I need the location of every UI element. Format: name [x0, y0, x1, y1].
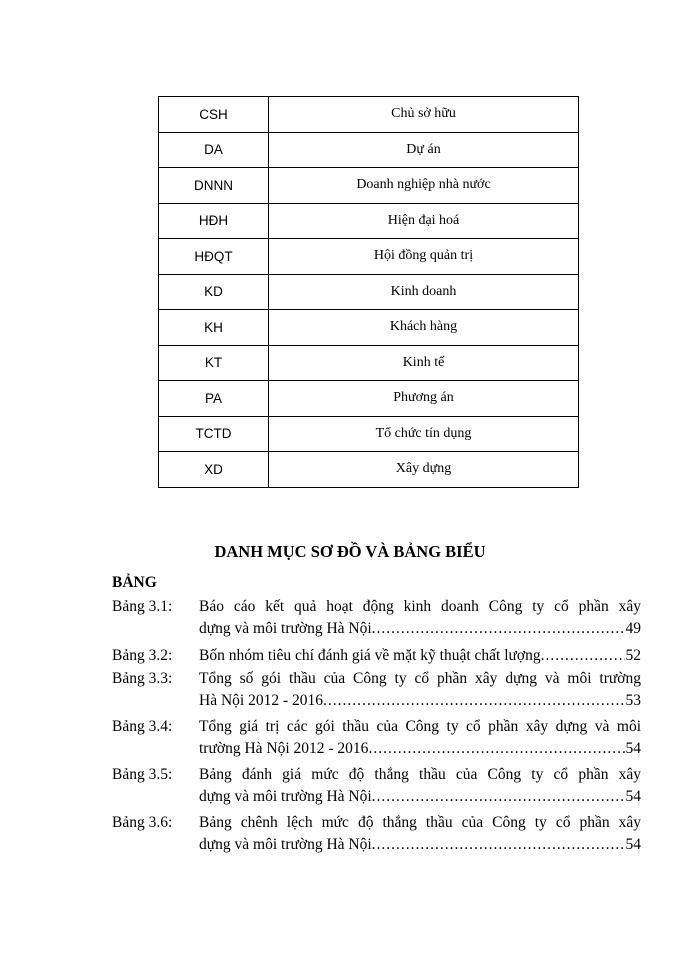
toc-entry-title: Bốn nhóm tiêu chí đánh giá về mặt kỹ thuật chất lượng — [199, 647, 541, 664]
table-row — [159, 203, 579, 239]
toc-entry-page: 54 — [625, 788, 641, 805]
abbreviation-meaning: Tổ chức tín dụng — [269, 416, 579, 452]
toc-entry-title-line1: Bảng đánh giá mức độ thắng thầu của Công ty cổ phần xây — [199, 766, 641, 783]
toc-entry-page: 54 — [625, 836, 641, 853]
toc-entry-label: Bảng 3.3: — [112, 670, 173, 687]
dot-leader — [323, 690, 625, 712]
abbreviation-code: CSH — [159, 97, 269, 133]
dot-leader — [372, 618, 625, 640]
dot-leader — [372, 834, 625, 856]
abbreviation-code: HĐQT — [159, 239, 269, 275]
abbreviation-code: XD — [159, 452, 269, 488]
toc-entry-title-line2: Hà Nội 2012 - 2016 — [199, 692, 323, 709]
dot-leader — [541, 645, 625, 667]
toc-entry-title-line1: Bảng chênh lệch mức độ thắng thầu của Công ty cổ phần xây — [199, 814, 641, 831]
toc-entry-title-line1: Báo cáo kết quả hoạt động kinh doanh Công ty cổ phần xây — [199, 598, 641, 615]
toc-entry-label: Bảng 3.1: — [112, 598, 173, 615]
table-row — [159, 274, 579, 310]
abbreviation-code: TCTD — [159, 416, 269, 452]
toc-entry-label: Bảng 3.6: — [112, 814, 173, 831]
abbreviation-meaning: Phương án — [269, 381, 579, 417]
abbreviation-meaning: Kinh tế — [269, 345, 579, 381]
table-row — [159, 97, 579, 133]
abbreviation-code: KT — [159, 345, 269, 381]
toc-entry-title-line2: dựng và môi trường Hà Nội — [199, 836, 372, 853]
table-row — [159, 452, 579, 488]
abbreviation-meaning: Hội đồng quản trị — [269, 239, 579, 275]
toc-entry-title-line2: dựng và môi trường Hà Nội — [199, 620, 372, 637]
abbreviation-code: DA — [159, 132, 269, 168]
abbreviation-code: HĐH — [159, 203, 269, 239]
abbreviation-meaning: Hiện đại hoá — [269, 203, 579, 239]
dot-leader — [368, 738, 624, 760]
abbreviation-table — [158, 96, 579, 488]
abbreviation-meaning: Chủ sở hữu — [269, 97, 579, 133]
abbreviation-code: PA — [159, 381, 269, 417]
table-row — [159, 310, 579, 346]
abbreviation-meaning: Khách hàng — [269, 310, 579, 346]
toc-entry-page: 53 — [625, 692, 641, 709]
table-row — [159, 416, 579, 452]
section-heading: BẢNG — [112, 574, 157, 591]
abbreviation-code: KD — [159, 274, 269, 310]
table-row — [159, 132, 579, 168]
table-row — [159, 381, 579, 417]
toc-entry-label: Bảng 3.4: — [112, 718, 173, 735]
abbreviation-meaning: Xây dựng — [269, 452, 579, 488]
list-title: DANH MỤC SƠ ĐỒ VÀ BẢNG BIỂU — [214, 542, 486, 561]
toc-entry-page: 52 — [625, 647, 641, 664]
toc-entry-title-line1: Tổng giá trị các gói thầu của Công ty cổ phần xây dựng và môi — [199, 718, 641, 735]
abbreviation-meaning: Doanh nghiệp nhà nước — [269, 168, 579, 204]
toc-entry-title-line1: Tổng số gói thầu của Công ty cổ phần xây dựng và môi trường — [199, 670, 641, 687]
toc-entry-page: 54 — [625, 740, 641, 757]
abbreviation-code: KH — [159, 310, 269, 346]
table-row — [159, 345, 579, 381]
abbreviation-meaning: Dự án — [269, 132, 579, 168]
abbreviation-code: DNNN — [159, 168, 269, 204]
abbreviation-meaning: Kinh doanh — [269, 274, 579, 310]
table-row — [159, 239, 579, 275]
toc-entry-label: Bảng 3.5: — [112, 766, 173, 783]
toc-entry-title-line2: dựng và môi trường Hà Nội — [199, 788, 372, 805]
table-row — [159, 168, 579, 204]
toc-entry-title-line2: trường Hà Nội 2012 - 2016 — [199, 740, 369, 757]
toc-entry-label: Bảng 3.2: — [112, 647, 173, 664]
toc-entry-page: 49 — [625, 620, 641, 637]
dot-leader — [372, 786, 625, 808]
